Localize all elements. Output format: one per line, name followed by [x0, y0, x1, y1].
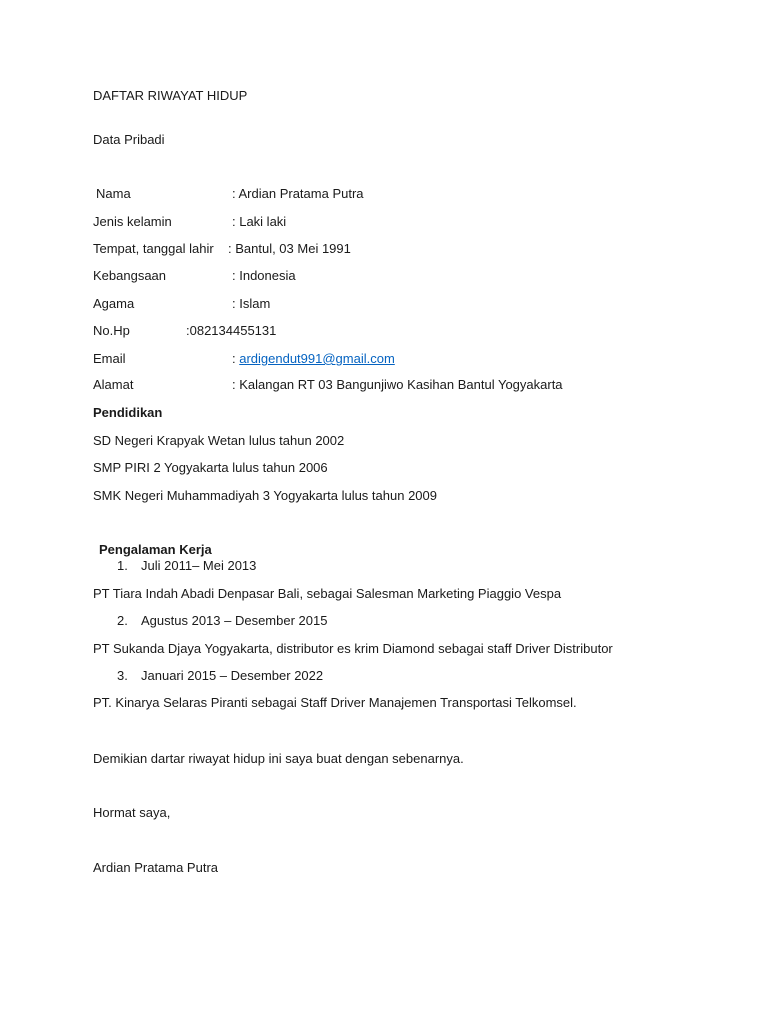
value-tempat-tanggal-lahir: : Bantul, 03 Mei 1991 — [228, 241, 351, 256]
experience-period — [117, 558, 256, 574]
experience-period — [117, 613, 327, 629]
label-alamat: Alamat — [93, 377, 134, 392]
signature-name: Ardian Pratama Putra — [93, 860, 219, 875]
value-agama: : Islam — [232, 296, 271, 311]
list-number: 1. — [117, 558, 128, 573]
value-kebangsaan: : Indonesia — [232, 268, 296, 283]
label-tempat-tanggal-lahir: Tempat, tanggal lahir — [93, 241, 214, 256]
experience-description: PT. Kinarya Selaras Piranti sebagai Staff Driver Manajemen Transportasi Telkomsel. — [93, 695, 577, 710]
education-item: SMK Negeri Muhammadiyah 3 Yogyakarta lulus tahun 2009 — [93, 488, 437, 503]
label-agama: Agama — [93, 296, 135, 311]
experience-description: PT Sukanda Djaya Yogyakarta, distributor es krim Diamond sebagai staff Driver Distributor — [93, 641, 613, 656]
label-kebangsaan: Kebangsaan — [93, 268, 167, 283]
period-text: Januari 2015 – Desember 2022 — [141, 668, 324, 683]
experience-description: PT Tiara Indah Abadi Denpasar Bali, sebagai Salesman Marketing Piaggio Vespa — [93, 586, 562, 601]
education-heading: Pendidikan — [93, 405, 163, 420]
document-title: DAFTAR RIWAYAT HIDUP — [93, 88, 248, 103]
value-alamat: : Kalangan RT 03 Bangunjiwo Kasihan Bantul Yogyakarta — [232, 377, 563, 392]
education-item: SMP PIRI 2 Yogyakarta lulus tahun 2006 — [93, 460, 328, 475]
email-link[interactable]: ardigendut991@gmail.com — [239, 351, 395, 366]
value-jenis-kelamin: : Laki laki — [232, 214, 287, 229]
email-prefix: : — [232, 351, 240, 366]
label-no-hp: No.Hp — [93, 323, 130, 338]
label-jenis-kelamin: Jenis kelamin — [93, 214, 172, 229]
education-item: SD Negeri Krapyak Wetan lulus tahun 2002 — [93, 433, 345, 448]
experience-period — [117, 668, 323, 684]
period-text: Juli 2011– Mei 2013 — [141, 558, 257, 573]
closing-salutation: Hormat saya, — [93, 805, 171, 820]
personal-data-heading: Data Pribadi — [93, 132, 165, 147]
list-number: 2. — [117, 613, 128, 628]
label-nama: Nama — [96, 186, 131, 201]
closing-statement: Demikian dartar riwayat hidup ini saya buat dengan sebenarnya. — [93, 751, 464, 766]
value-email — [232, 351, 395, 367]
period-text: Agustus 2013 – Desember 2015 — [141, 613, 328, 628]
value-no-hp: :082134455131 — [186, 323, 277, 338]
label-email: Email — [93, 351, 126, 366]
experience-heading: Pengalaman Kerja — [99, 542, 212, 557]
value-nama: : Ardian Pratama Putra — [232, 186, 364, 201]
list-number: 3. — [117, 668, 128, 683]
